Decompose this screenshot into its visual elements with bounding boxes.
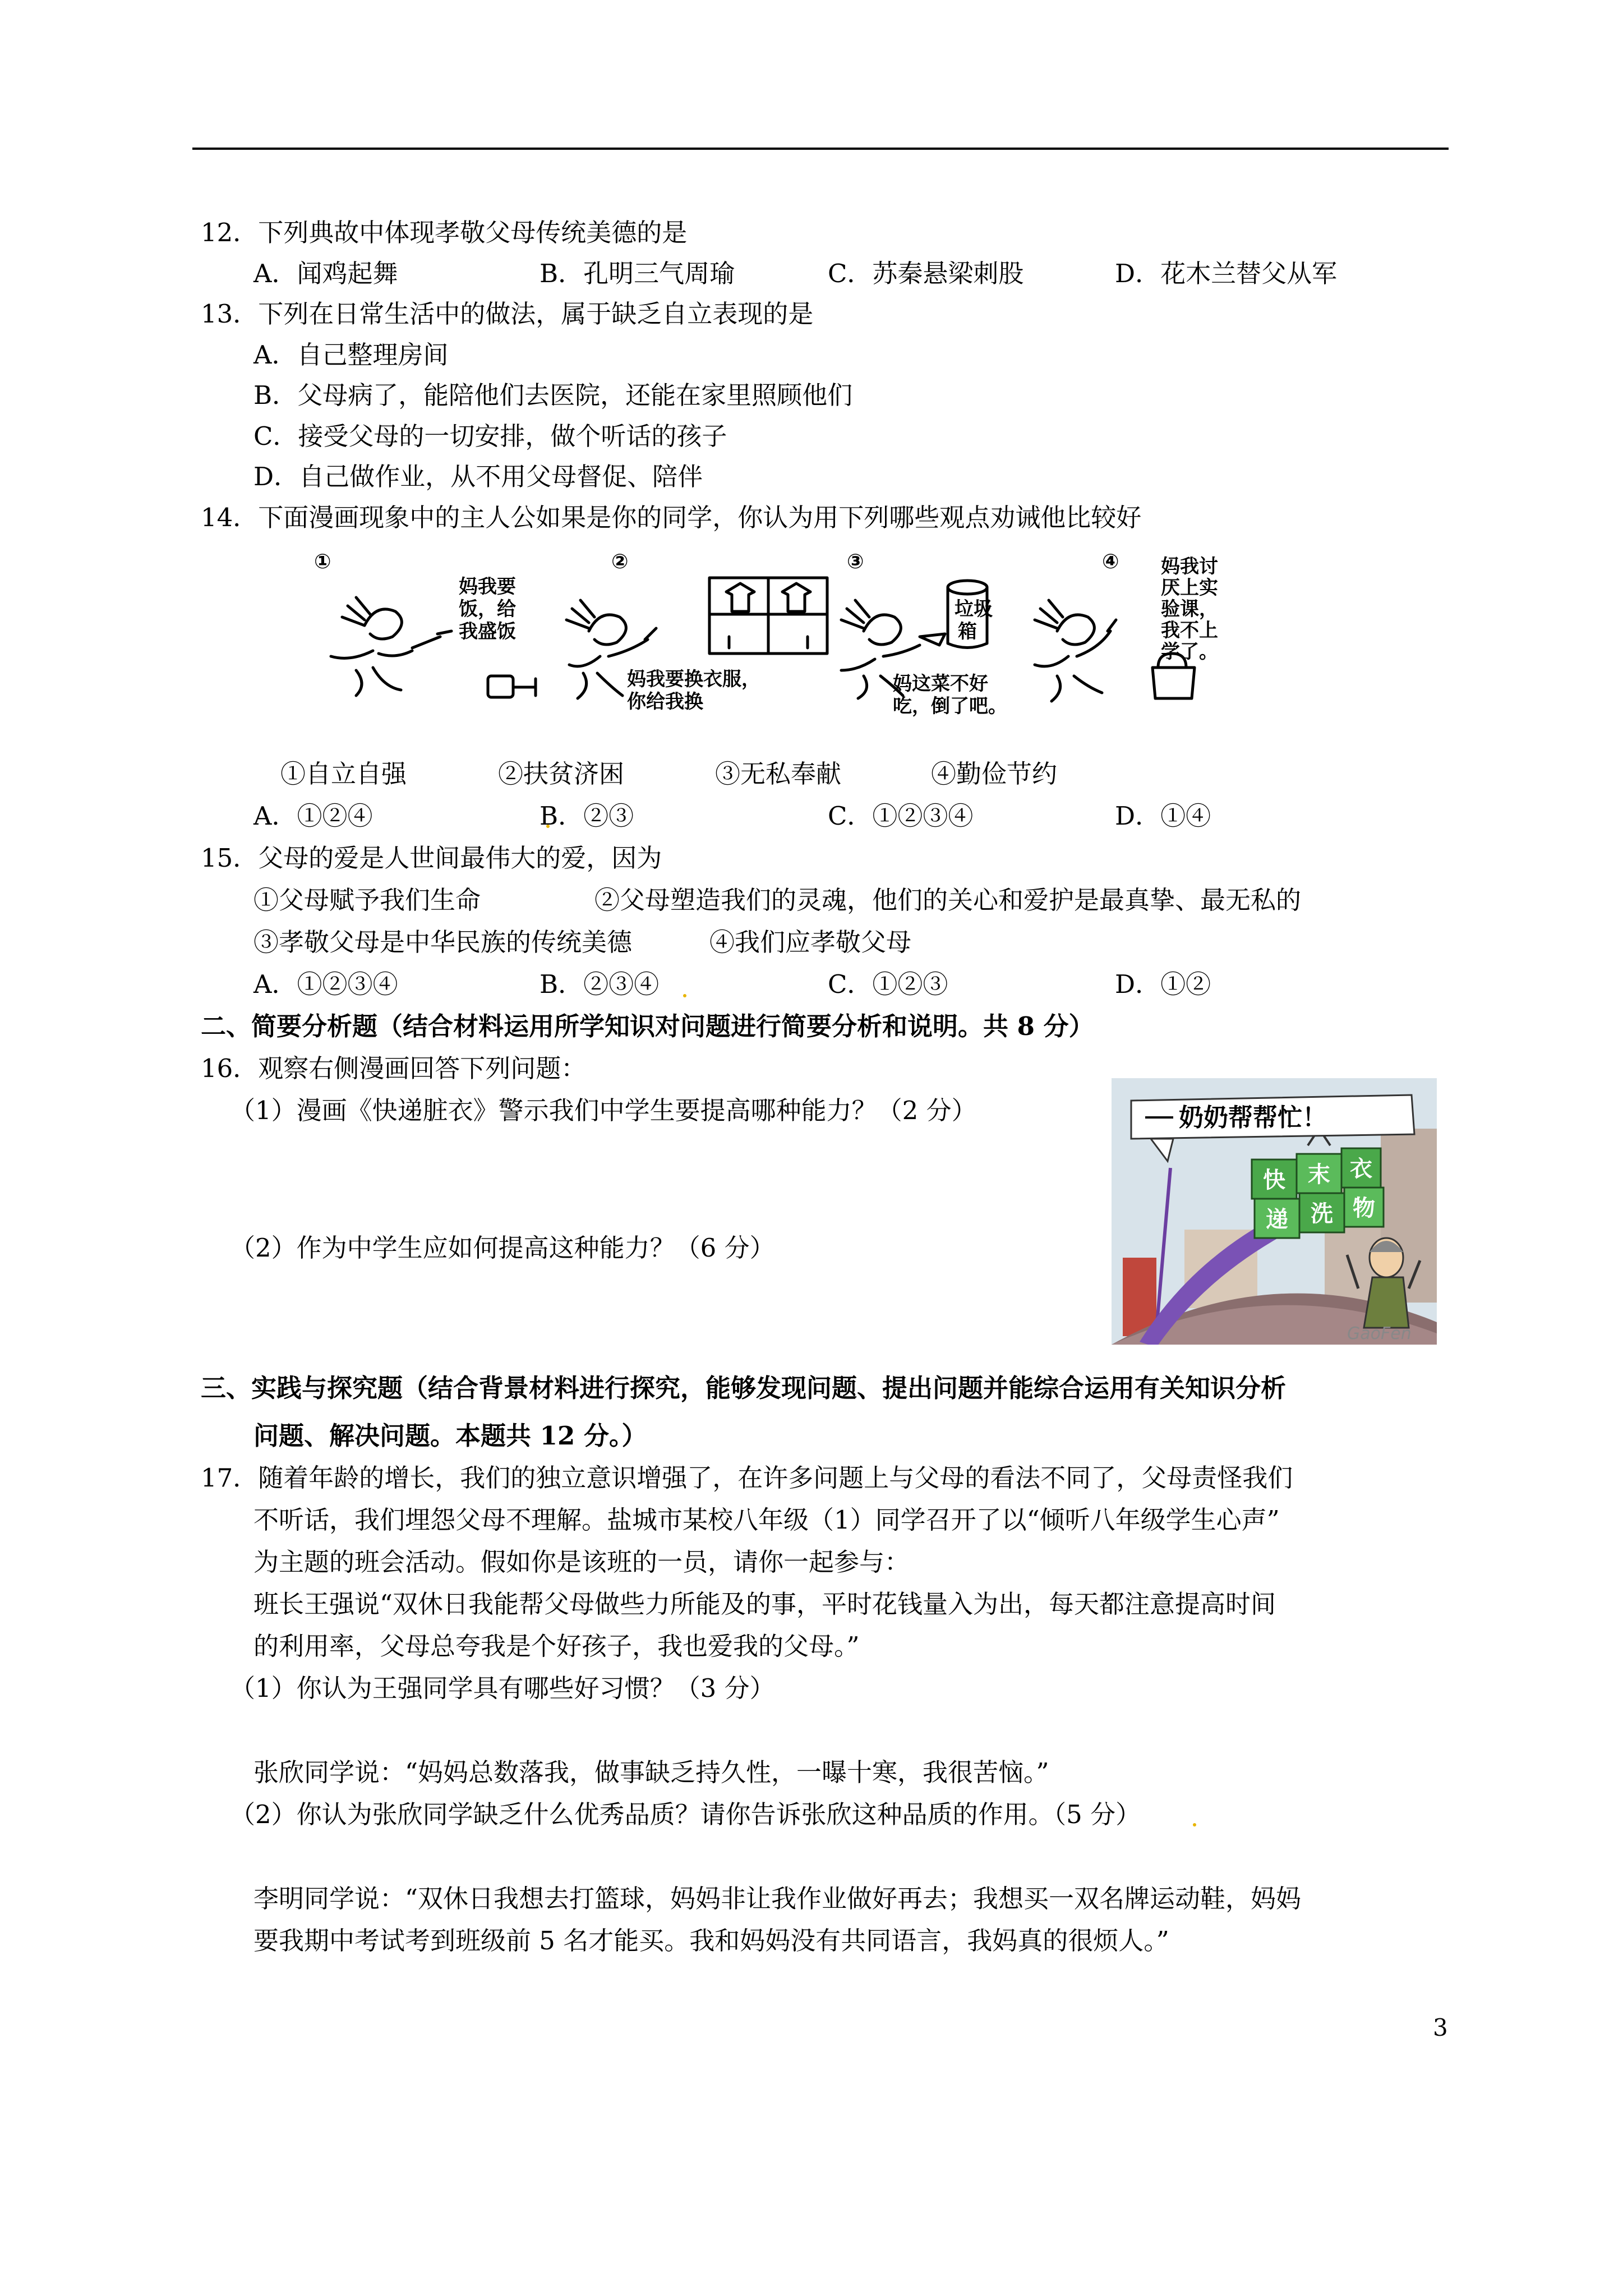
q13-stem: 13．下列在日常生活中的做法，属于缺乏自立表现的是: [201, 299, 814, 329]
q17-zhangxin: 张欣同学说：“妈妈总数落我，做事缺乏持久性，一曝十寒，我很苦恼。”: [253, 1757, 1049, 1787]
q12-option-a: A．闻鸡起舞: [253, 259, 398, 288]
q14-comic: [303, 553, 1234, 729]
comic-bubble4-line4: 我不上: [1161, 619, 1218, 642]
section3-heading-line2: 问题、解决问题。本题共 12 分。）: [253, 1421, 647, 1451]
q16-part2: （2）作为中学生应如何提高这种能力？（6 分）: [230, 1233, 775, 1263]
q17-part2: （2）你认为张欣同学缺乏什么优秀品质？请你告诉张欣这种品质的作用。（5 分）: [230, 1800, 1141, 1829]
q12-option-d: D．花木兰替父从军: [1115, 259, 1338, 288]
section3-heading-line1: 三、实践与探究题（结合背景材料进行探究，能够发现问题、提出问题并能综合运用有关知识分析: [201, 1373, 1287, 1403]
q14-viewpoint-2: ②扶贫济困: [498, 759, 625, 789]
comic-bubble1-line2: 饭，给: [459, 598, 516, 620]
q17-monitor-line2: 的利用率，父母总夸我是个好孩子，我也爱我的父母。”: [253, 1631, 860, 1661]
cartoon-box-char-5: 洗: [1311, 1201, 1333, 1227]
q17-part1: （1）你认为王强同学具有哪些好习惯？（3 分）: [230, 1673, 775, 1703]
comic-bubble3-line2: 吃，倒了吧。: [893, 695, 1007, 717]
q17-liming-line1: 李明同学说：“双休日我想去打篮球，妈妈非让我作业做好再去；我想买一双名牌运动鞋，妈妈: [253, 1884, 1302, 1913]
q15-option-b: B．②③④: [540, 969, 660, 999]
page-number: 3: [1433, 2014, 1448, 2041]
cartoon-box-char-2: 末: [1308, 1162, 1330, 1188]
cartoon-box-char-1: 快: [1263, 1167, 1285, 1193]
cartoon-box-char-6: 物: [1353, 1195, 1375, 1221]
comic-bubble3-line1: 妈这菜不好: [893, 673, 988, 695]
cartoon-speech: 奶奶帮帮忙！: [1179, 1103, 1327, 1132]
q17-liming-line2: 要我期中考试考到班级前 5 名才能买。我和妈妈没有共同语言，我妈真的很烦人。”: [253, 1926, 1169, 1955]
q12-option-c: C．苏秦悬梁刺股: [828, 259, 1024, 288]
comic-bubble2-line2: 你给我换: [627, 691, 703, 713]
q15-statement-3: ③孝敬父母是中华民族的传统美德: [253, 927, 633, 957]
q13-option-b: B．父母病了，能陪他们去医院，还能在家里照顾他们: [253, 380, 853, 410]
comic-trash-label-line1: 垃圾: [955, 598, 993, 620]
header-rule: [192, 148, 1449, 150]
comic-bubble4-line1: 妈我讨: [1161, 555, 1218, 578]
comic-bubble1-line3: 我盛饭: [459, 620, 516, 643]
q12-option-b: B．孔明三气周瑜: [540, 259, 735, 288]
q16-cartoon: [1112, 1078, 1437, 1345]
q17-stem-line3: 为主题的班会活动。假如你是该班的一员，请你一起参与：: [253, 1547, 910, 1577]
q17-stem-line1: 17．随着年龄的增长，我们的独立意识增强了，在许多问题上与父母的看法不同了，父母责怪我们: [201, 1463, 1293, 1493]
comic-panel-number-2: ②: [611, 553, 629, 573]
comic-panel-number-1: ①: [314, 553, 331, 573]
comic-bubble4-line5: 学了。: [1161, 641, 1218, 663]
q14-option-c: C．①②③④: [828, 801, 974, 831]
q14-option-a: A．①②④: [253, 801, 373, 831]
cartoon-box-char-4: 递: [1266, 1207, 1288, 1232]
q16-stem: 16．观察右侧漫画回答下列问题：: [201, 1053, 587, 1083]
q13-option-d: D．自己做作业，从不用父母督促、陪伴: [253, 462, 703, 491]
cartoon-watermark: GaoFen: [1347, 1324, 1412, 1343]
comic-panel-number-4: ④: [1102, 553, 1119, 573]
q15-option-c: C．①②③: [828, 969, 948, 999]
q14-stem: 14．下面漫画现象中的主人公如果是你的同学，你认为用下列哪些观点劝诫他比较好: [201, 503, 1142, 532]
q14-option-d: D．①④: [1115, 801, 1211, 831]
comic-bubble4-line3: 验课，: [1161, 598, 1218, 620]
q15-option-a: A．①②③④: [253, 969, 398, 999]
q17-monitor-line1: 班长王强说“双休日我能帮父母做些力所能及的事，平时花钱量入为出，每天都注意提高时间: [253, 1589, 1276, 1619]
q12-stem: 12．下列典故中体现孝敬父母传统美德的是: [201, 218, 688, 247]
comic-bubble4-line2: 厌上实: [1161, 577, 1218, 599]
comic-bubble2-line1: 妈我要换衣服，: [627, 668, 760, 691]
q13-option-a: A．自己整理房间: [253, 340, 449, 370]
q17-stem-line2: 不听话，我们埋怨父母不理解。盐城市某校八年级（1）同学召开了以“倾听八年级学生心声”: [253, 1505, 1280, 1535]
q14-viewpoint-1: ①自立自强: [280, 759, 407, 789]
q15-statement-1: ①父母赋予我们生命: [253, 885, 481, 915]
section2-heading: 二、简要分析题（结合材料运用所学知识对问题进行简要分析和说明。共 8 分）: [201, 1011, 1094, 1041]
q14-viewpoint-4: ④勤俭节约: [931, 759, 1058, 789]
q14-viewpoint-3: ③无私奉献: [715, 759, 842, 789]
q15-option-d: D．①②: [1115, 969, 1211, 999]
comic-panel-number-3: ③: [847, 553, 864, 573]
q15-statement-4: ④我们应孝敬父母: [709, 927, 912, 957]
q16-part1: （1）漫画《快递脏衣》警示我们中学生要提高哪种能力？（2 分）: [230, 1096, 977, 1125]
comic-bubble1-line1: 妈我要: [459, 576, 516, 598]
q13-option-c: C．接受父母的一切安排，做个听话的孩子: [253, 421, 727, 451]
q15-statement-2: ②父母塑造我们的灵魂，他们的关心和爱护是最真挚、最无私的: [594, 885, 1302, 915]
stray-mark-dot: [683, 994, 686, 997]
comic-trash-label-line2: 箱: [958, 620, 977, 643]
stray-mark-dot: [1193, 1823, 1196, 1826]
q15-stem: 15．父母的爱是人世间最伟大的爱，因为: [201, 843, 662, 873]
cartoon-box-char-3: 衣: [1350, 1156, 1372, 1182]
q14-option-b: B．②③: [540, 801, 634, 831]
